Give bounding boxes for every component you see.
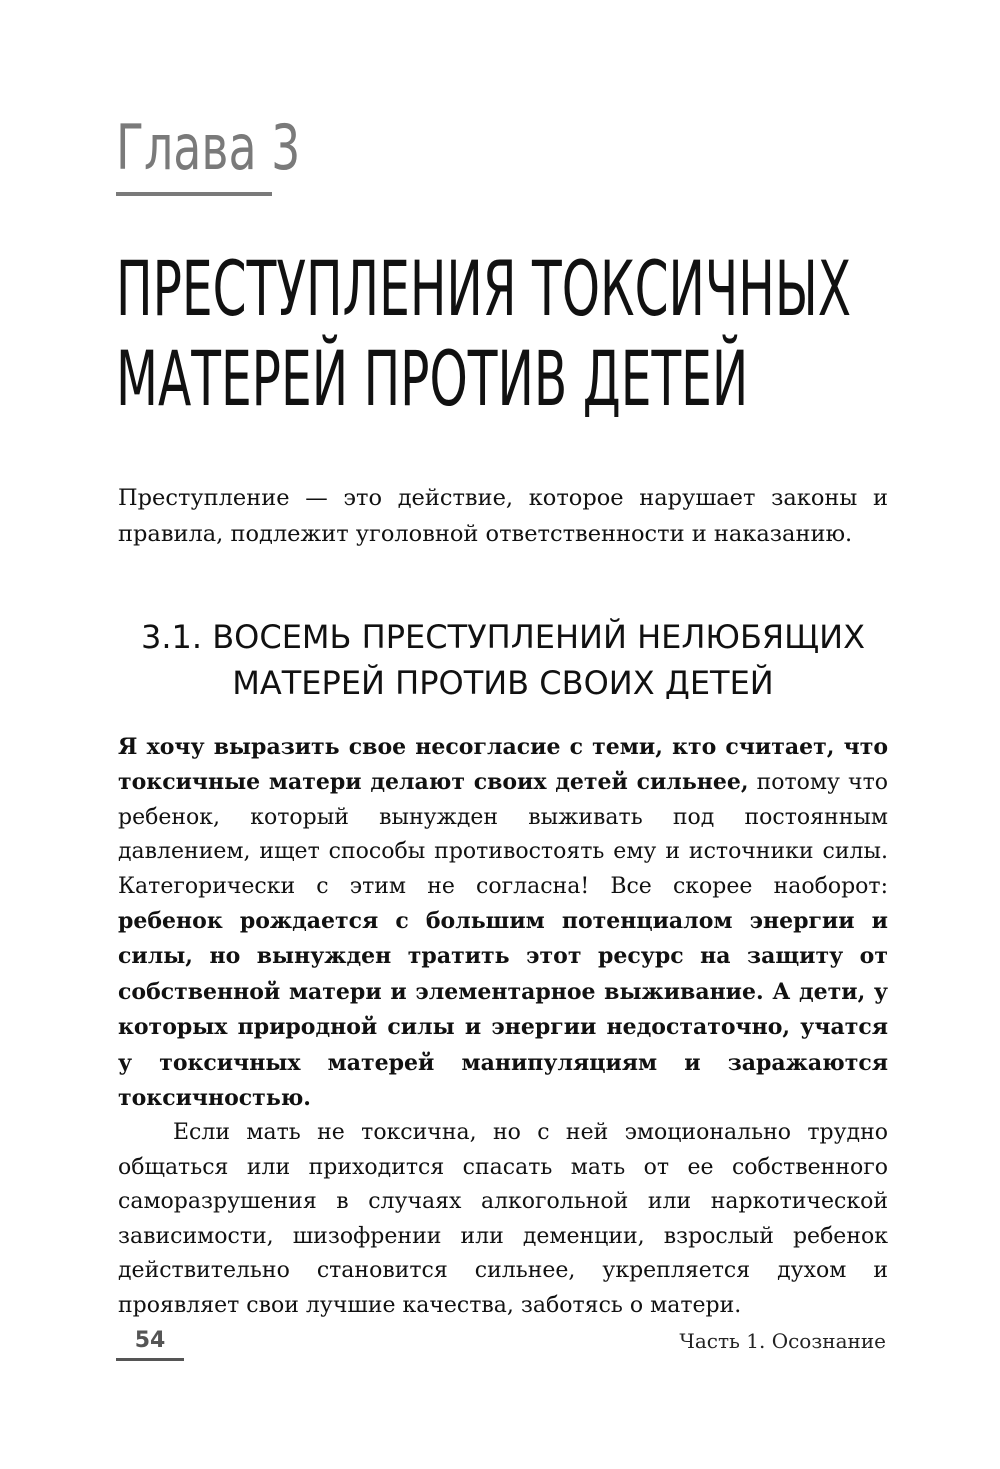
paragraph-2	[118, 1116, 888, 1322]
section-title	[118, 614, 888, 706]
running-footer: Часть 1. Осознание	[679, 1329, 886, 1353]
paragraph-1-bold-2: ребенок рождается с большим потенциалом энергии и силы, но вынужден тратить этот ресурс на защиту от собственной матери и элементарное выживание. А дети, у которых природной силы и энергии недостаточно, учатся у токсичных матерей манипуляциям и заражаются токсичностью.	[118, 908, 888, 1112]
chapter-title-line-1: ПРЕСТУПЛЕНИЯ ТОКСИЧНЫХ	[116, 244, 852, 333]
chapter-underline	[116, 192, 272, 196]
body-text	[118, 730, 888, 1323]
page-number: 54	[134, 1328, 166, 1353]
paragraph-1-regular: потому что ребенок, который вынужден выживать под постоянным давлением, ищет способы противостоять ему и источники силы. Категорически с этим не согласна! Все скорее наоборот:	[118, 770, 889, 899]
section-title-line-2: МАТЕРЕЙ ПРОТИВ СВОИХ ДЕТЕЙ	[232, 664, 774, 702]
epigraph: Преступление — это действие, которое нарушает законы и правила, подлежит уголовной ответственности и наказанию.	[118, 485, 888, 547]
paragraph-2-text: Если мать не токсична, но с ней эмоционально трудно общаться или приходится спасать мать от ее собственного саморазрушения в случаях алкогольной или наркотической зависимости, шизофрении или деменции, взрослый ребенок действительно становится сильнее, укрепляется духом и проявляет свои лучшие качества, заботясь о матери.	[118, 1120, 888, 1318]
section-title-line-1: 3.1. ВОСЕМЬ ПРЕСТУПЛЕНИЙ НЕЛЮБЯЩИХ	[140, 618, 866, 656]
chapter-title-line-2: МАТЕРЕЙ ПРОТИВ ДЕТЕЙ	[116, 334, 749, 423]
paragraph-1-bold-1: Я хочу выразить свое несогласие с теми, кто считает, что токсичные матери делают своих детей сильнее,	[118, 734, 888, 796]
chapter-title	[116, 244, 851, 424]
paragraph-1	[118, 730, 888, 1116]
page-number-underline	[116, 1358, 184, 1361]
chapter-label: Глава 3	[116, 111, 301, 184]
